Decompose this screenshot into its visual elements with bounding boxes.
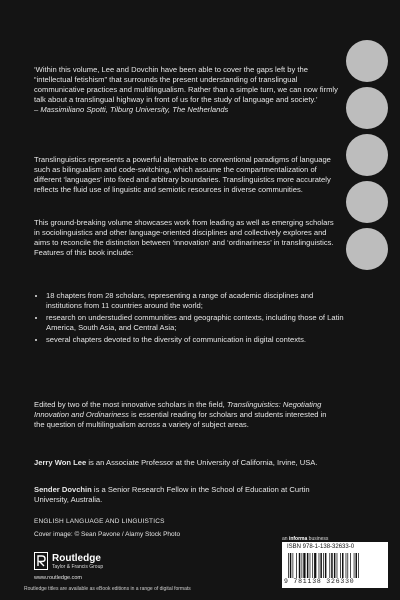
barcode-bar	[288, 553, 289, 578]
barcode-bar	[319, 553, 320, 578]
barcode-bar	[302, 553, 303, 578]
feature-item: • 18 chapters from 28 scholars, representing a range of academic disciplines and institutions from 11 countries around the world;	[46, 291, 350, 311]
decorative-circle	[346, 40, 388, 82]
feature-item: • several chapters devoted to the diversity of communication in digital contexts.	[46, 335, 350, 345]
barcode-bar	[325, 553, 327, 578]
barcode-bar	[346, 553, 347, 578]
barcode-bar	[354, 553, 355, 578]
informa-brand: informa	[288, 536, 308, 542]
barcode-bar	[329, 553, 330, 578]
barcode-bar	[350, 553, 351, 578]
barcode-bar	[296, 553, 297, 578]
barcode-bar	[337, 553, 338, 578]
description-paragraph-3	[34, 400, 338, 430]
editor-bio	[34, 485, 338, 505]
decorative-circle	[346, 87, 388, 129]
editor-name: Jerry Won Lee	[34, 458, 87, 467]
barcode-bar	[312, 553, 313, 578]
barcode-bar	[340, 553, 341, 578]
publisher-logo	[34, 552, 103, 570]
barcode-bar	[307, 553, 309, 578]
book-title: Translinguistics: Negotiating Innovation and Ordinariness	[34, 400, 322, 419]
barcode-bar	[347, 553, 348, 578]
barcode-bar	[323, 553, 324, 578]
isbn-digits: 9 781138 326330	[284, 578, 355, 585]
editor-bio	[34, 458, 338, 468]
description-paragraph-1: Translinguistics represents a powerful alternative to conventional paradigms of language such as bilingualism and code-switching, which assume the compartmentalization of different ‘languages’ into fixed and arbitrary boundaries. Translinguistics more accurately reflects the fluid use of linguistic and semiotic resources in diverse communities.	[34, 155, 331, 194]
quote-text: ‘Within this volume, Lee and Dovchin have been able to cover the gaps left by the “intellectual fetishism” that surrounds the present understanding of translingual communicative practices and multilingualism. Rather than a simple turn, we can now firmly talk about a translingual highway in front of us for the study of language and society.’	[34, 65, 338, 104]
barcode-bar	[303, 553, 305, 578]
barcode-bar	[356, 553, 358, 578]
description-paragraph-2: This ground-breaking volume showcases work from leading as well as emerging scholars in sociolinguistics and other language-oriented disciplines and collectively explores and aims to reconcile the distinction between ‘innovation’ and ‘ordinariness’ in translinguistics. Features of this book include:	[34, 218, 334, 257]
feature-item: • research on understudied communities and geographic contexts, including those of Latin America, South Asia, and Central Asia;	[46, 313, 350, 333]
paragraph3-before: Edited by two of the most innovative scholars in the field,	[34, 400, 227, 409]
barcode-bar	[299, 553, 301, 578]
barcode-bar	[290, 553, 292, 578]
publisher-group: Taylor & Francis Group	[52, 563, 104, 570]
isbn-label: ISBN 978-1-138-32633-0	[287, 544, 355, 550]
barcode-bar	[314, 553, 316, 578]
decorative-circle	[346, 228, 388, 270]
barcode-bar	[310, 553, 311, 578]
decorative-circle	[346, 134, 388, 176]
paragraph3-after: is essential reading for scholars and students interested in the question of multilingualism across a variety of subject areas.	[34, 410, 327, 429]
editor-bio-text: is a Senior Research Fellow in the School of Education at Curtin University, Australia.	[34, 485, 310, 504]
editor-bio-text: is an Associate Professor at the University of California, Irvine, USA.	[86, 458, 318, 467]
barcode-bar	[334, 553, 336, 578]
publisher-website[interactable]: www.routledge.com	[34, 575, 82, 581]
quote-attribution: – Massimiliano Spotti, Tilburg University, The Netherlands	[34, 105, 229, 114]
barcode-bar	[293, 553, 294, 578]
publisher-name: Routledge	[52, 552, 101, 564]
features-list	[34, 291, 350, 347]
isbn-barcode	[282, 542, 388, 588]
routledge-logo-icon	[34, 552, 48, 570]
editor-name: Sender Dovchin	[34, 485, 92, 494]
ebook-note: Routledge titles are available as eBook editions in a range of digital formats	[24, 586, 191, 592]
barcode-bar	[331, 553, 333, 578]
informa-prefix: an	[282, 536, 289, 542]
barcode-bar	[358, 553, 359, 578]
barcode-icon	[287, 553, 383, 578]
series-label: ENGLISH LANGUAGE AND LINGUISTICS	[34, 518, 165, 525]
decorative-circle	[346, 181, 388, 223]
informa-suffix: business	[307, 536, 329, 542]
cover-credit: Cover image: © Sean Pavone / Alamy Stock Photo	[34, 531, 181, 538]
barcode-bar	[320, 553, 322, 578]
endorsement-quote	[34, 65, 338, 115]
barcode-bar	[342, 553, 344, 578]
